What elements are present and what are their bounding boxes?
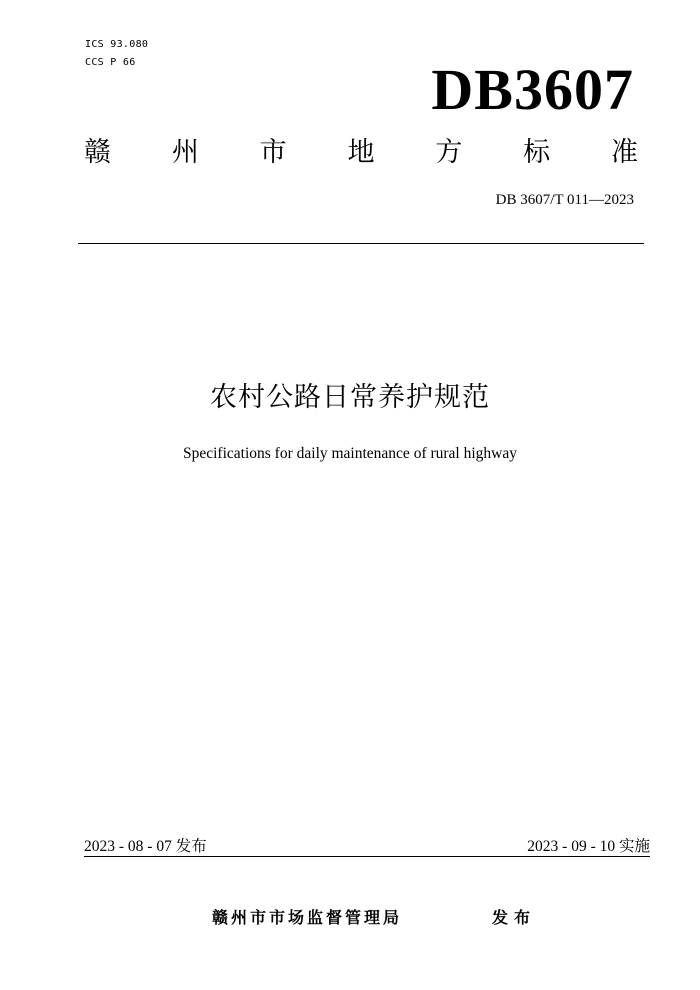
- standard-kind-char: 市: [259, 137, 287, 168]
- issuing-authority: 赣州市市场监督管理局: [212, 908, 403, 927]
- header-divider: [78, 243, 644, 244]
- standard-kind-char: 方: [435, 137, 463, 168]
- implement-date: 2023 - 09 - 10 实施: [527, 838, 650, 855]
- standard-kind-char: 赣: [84, 137, 111, 168]
- document-title-chinese: 农村公路日常养护规范: [210, 382, 490, 413]
- ccs-code: CCS P 66: [85, 57, 136, 68]
- footer-divider: [84, 856, 650, 857]
- issue-label: 发布: [492, 908, 537, 927]
- standard-kind-char: 地: [347, 137, 375, 168]
- standard-kind-char: 标: [523, 137, 551, 168]
- standard-number: DB 3607/T 011—2023: [495, 192, 634, 208]
- document-title-english: Specifications for daily maintenance of rural highway: [183, 445, 517, 462]
- standard-kind: [84, 136, 638, 170]
- classification-codes: [85, 36, 148, 72]
- standard-kind-char: 准: [610, 137, 638, 168]
- standard-code: DB3607: [431, 57, 634, 122]
- ics-code: ICS 93.080: [85, 39, 149, 50]
- standard-kind-char: 州: [171, 137, 199, 168]
- publish-date: 2023 - 08 - 07 发布: [84, 838, 207, 855]
